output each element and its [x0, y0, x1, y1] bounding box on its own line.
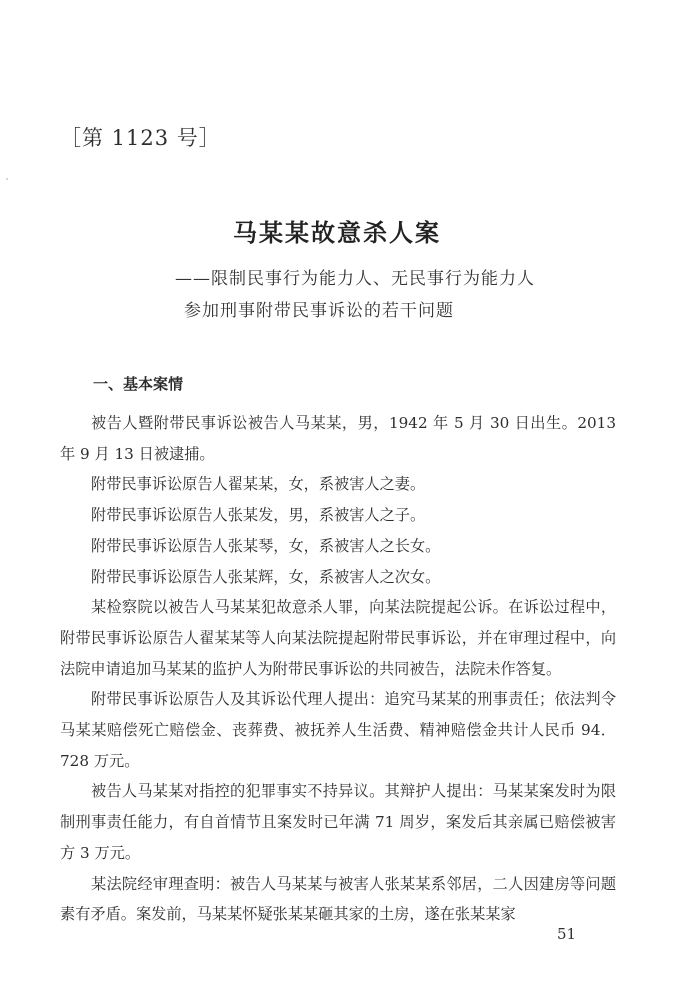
- case-number: ［第 1123 号］: [60, 126, 221, 150]
- body-text: [60, 408, 616, 930]
- paragraph: 某法院经审理查明：被告人马某某与被害人张某某系邻居，二人因建房等问题素有矛盾。案发前，马某某怀疑张某某砸其家的土房，遂在张某某家: [60, 874, 616, 924]
- paragraph: 附带民事诉讼原告人翟某某，女，系被害人之妻。: [91, 475, 426, 494]
- subtitle-line-1: ——限制民事行为能力人、无民事行为能力人: [175, 269, 535, 289]
- paragraph: 附带民事诉讼原告人张某琴，女，系被害人之长女。: [91, 536, 441, 555]
- paragraph: 附带民事诉讼原告人张某辉，女，系被害人之次女。: [91, 567, 441, 586]
- paragraph: 某检察院以被告人马某某犯故意杀人罪，向某法院提起公诉。在诉讼过程中，附带民事诉讼原告人翟某某等人向某法院提起附带民事诉讼，并在审理过程中，向法院申请追加马某某的监护人为附带民事诉讼的共同被告，法院未作答复。: [60, 598, 616, 678]
- paragraph: 被告人马某某对指控的犯罪事实不持异议。其辩护人提出：马某某案发时为限制刑事责任能力，有自首情节且案发时已年满 71 周岁，案发后其亲属已赔偿被害方 3 万元。: [60, 782, 616, 862]
- paragraph: 被告人暨附带民事诉讼被告人马某某，男，1942 年 5 月 30 日出生。2013 年 9 月 13 日被逮捕。: [60, 414, 616, 463]
- section-heading: 一、基本案情: [93, 375, 184, 393]
- paragraph: 附带民事诉讼原告人及其诉讼代理人提出：追究马某某的刑事责任；依法判令马某某赔偿死亡赔偿金、丧葬费、被抚养人生活费、精神赔偿金共计人民币 94．728 万元。: [60, 690, 616, 770]
- page-number: 51: [557, 925, 577, 943]
- subtitle-line-2: 参加刑事附带民事诉讼的若干问题: [184, 301, 454, 321]
- paragraph: 附带民事诉讼原告人张某发，男，系被害人之子。: [91, 506, 426, 525]
- scan-speck: [6, 178, 8, 180]
- page-title: 马某某故意杀人案: [233, 218, 441, 247]
